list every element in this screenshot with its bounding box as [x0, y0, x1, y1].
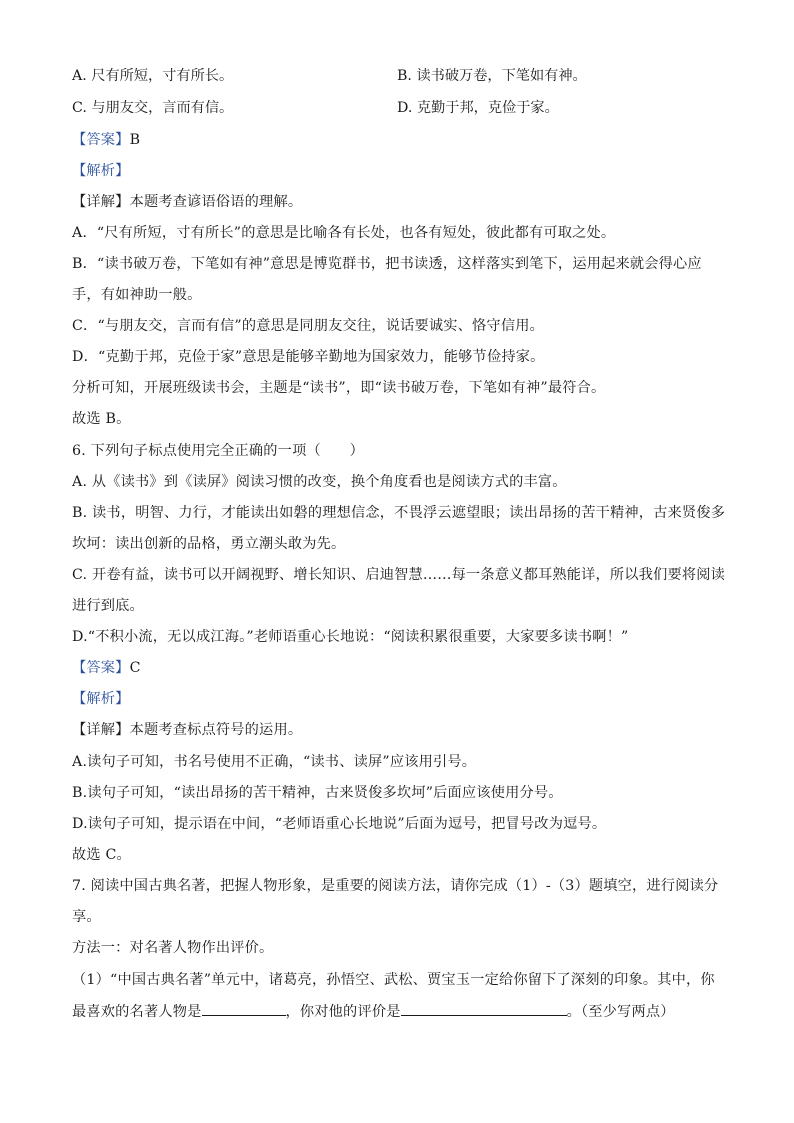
answer-blank-character[interactable]: [202, 1001, 286, 1016]
q5-explain-line: 分析可知，开展班级读书会，主题是“读书”，即“读书破万卷，下笔如有神”最符合。: [72, 380, 606, 396]
q6-answer: [72, 658, 141, 678]
q6-option-line: C. 开卷有益，读书可以开阔视野、增长知识、启迪智慧……每一条意义都耳熟能详，所以我们要将阅读: [72, 567, 726, 583]
analysis-tag: 【解析】: [72, 163, 130, 179]
q6-detail: [72, 720, 302, 740]
q6-stem: 6. 下列句子标点使用完全正确的一项（ ）: [72, 443, 365, 459]
q6-option-line: 进行到底。: [72, 598, 144, 614]
q5-option-a: A. 尺有所短，寸有所长。: [72, 68, 234, 84]
q5-option-d: D. 克勤于邦，克俭于家。: [397, 100, 559, 116]
q5-explain-line: B．“读书破万卷，下笔如有神”意思是博览群书，把书读透，这样落实到笔下，运用起来就会得心应: [72, 256, 702, 272]
q6-explain-line: A.读句子可知，书名号使用不正确，“读书、读屏”应该用引号。: [72, 754, 477, 770]
q6-option-line: A. 从《读书》到《读屏》阅读习惯的改变，换个角度看也是阅读方式的丰富。: [72, 474, 567, 490]
q7-stem-line: 7. 阅读中国古典名著，把握人物形象，是重要的阅读方法，请你完成（1）-（3）题填空，进行阅读分: [72, 878, 719, 894]
q7-sub1-fill-line: [72, 1001, 675, 1022]
q5-option-b: B. 读书破万卷，下笔如有神。: [397, 68, 587, 84]
q7-sub1-text-a: 最喜欢的名著人物是: [72, 1004, 202, 1020]
answer-blank-evaluation[interactable]: [401, 1001, 567, 1016]
q6-option-line: 坎坷：读出创新的品格，勇立潮头敢为先。: [72, 536, 346, 552]
q5-detail: [72, 192, 302, 212]
q5-options-row-1: [72, 66, 732, 86]
q5-options-row-2: [72, 98, 732, 118]
q5-answer: [72, 130, 140, 150]
q6-option-line: B. 读书，明智、力行，才能读出如磐的理想信念，不畏浮云遮望眼；读出昂扬的苦干精神，古来贤俊多: [72, 505, 726, 521]
q5-explain-line: D．“克勤于邦，克俭于家”意思是能够辛勤地为国家效力，能够节俭持家。: [72, 349, 545, 365]
q6-conclusion: 故选 C。: [72, 847, 131, 863]
answer-value: B: [129, 132, 141, 148]
answer-value: C: [129, 660, 141, 676]
detail-tag: 【详解】: [72, 194, 130, 210]
q6-option-line: D.“不积小流，无以成江海。”老师语重心长地说：“阅读积累很重要，大家要多读书啊！”: [72, 629, 629, 645]
q7-sub1-text-c: 。（至少写两点）: [566, 1004, 675, 1020]
q5-explain-line: C．“与朋友交，言而有信”的意思是同朋友交往，说话要诚实、恪守信用。: [72, 318, 544, 334]
q5-analysis-heading: [72, 161, 130, 181]
q7-stem-line: 享。: [72, 909, 101, 925]
detail-intro: 本题考查标点符号的运用。: [129, 722, 303, 738]
q5-explain-line: A．“尺有所短，寸有所长”的意思是比喻各有长处，也各有短处，彼此都有可取之处。: [72, 225, 616, 241]
q7-sub1-line: （1）“中国古典名著”单元中，诸葛亮，孙悟空、武松、贾宝玉一定给你留下了深刻的印象。其中，你: [72, 972, 715, 988]
q7-method-heading: 方法一：对名著人物作出评价。: [72, 940, 274, 956]
q5-conclusion: 故选 B。: [72, 411, 131, 427]
q6-explain-line: D.读句子可知，提示语在中间，“老师语重心长地说”后面为逗号，把冒号改为逗号。: [72, 816, 607, 832]
answer-tag: 【答案】: [72, 132, 130, 148]
detail-tag: 【详解】: [72, 722, 130, 738]
q5-option-c: C. 与朋友交，言而有信。: [72, 100, 234, 116]
q6-analysis-heading: [72, 689, 130, 709]
q5-explain-line: 手，有如神助一般。: [72, 287, 202, 303]
q6-explain-line: B.读句子可知，“读出昂扬的苦干精神，古来贤俊多坎坷”后面应该使用分号。: [72, 785, 563, 801]
detail-intro: 本题考查谚语俗语的理解。: [129, 194, 303, 210]
q7-sub1-text-b: ，你对他的评价是: [285, 1004, 401, 1020]
analysis-tag: 【解析】: [72, 691, 130, 707]
answer-tag: 【答案】: [72, 660, 130, 676]
